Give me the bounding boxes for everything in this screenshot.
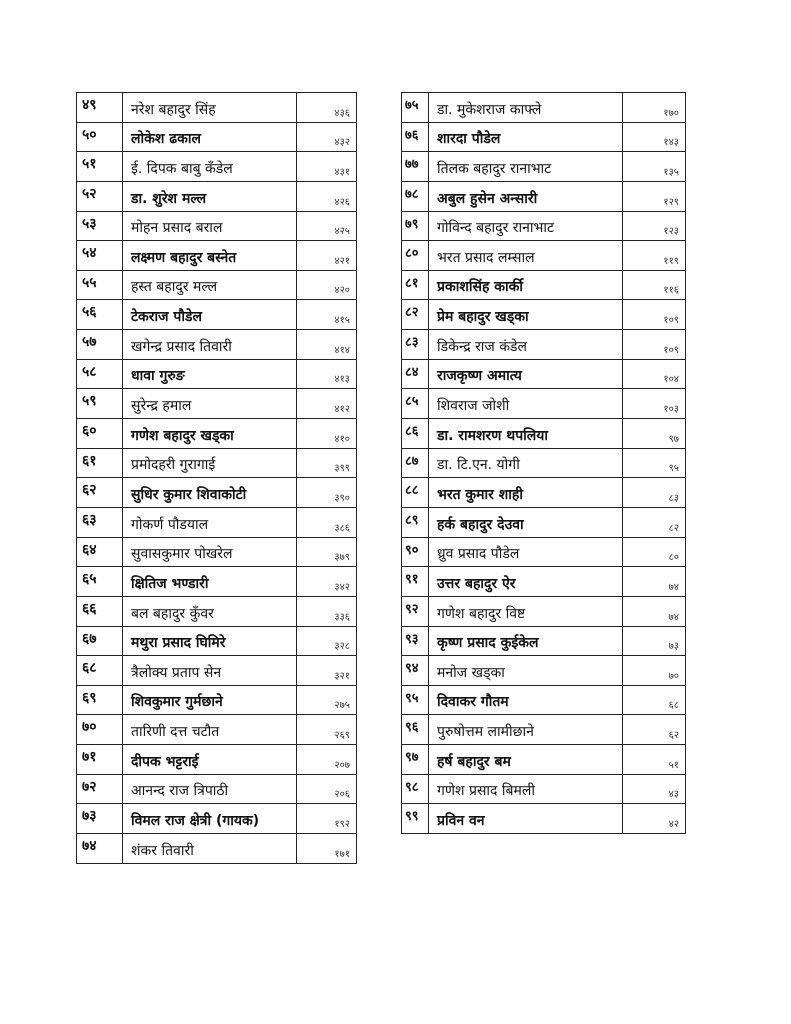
- candidate-name: लक्ष्मण बहादुर बस्नेत: [123, 241, 297, 271]
- row-number: ८१: [402, 270, 429, 300]
- row-number: ८०: [402, 241, 429, 271]
- table-row: [402, 626, 686, 656]
- vote-count: ७४: [623, 567, 686, 597]
- candidate-name: खगेन्द्र प्रसाद तिवारी: [123, 330, 297, 360]
- table-row: [402, 419, 686, 449]
- candidate-name: आनन्द राज त्रिपाठी: [123, 774, 297, 804]
- table-row: [77, 834, 357, 864]
- table-row: [402, 656, 686, 686]
- vote-count: ४१०: [297, 419, 357, 449]
- candidate-name: मथुरा प्रसाद घिमिरे: [123, 626, 297, 656]
- table-row: [402, 93, 686, 123]
- vote-count: ३९९: [297, 448, 357, 478]
- candidate-name: प्रकाशसिंह कार्की: [429, 270, 623, 300]
- candidate-name: डा. शुरेश मल्ल: [123, 181, 297, 211]
- row-number: ६६: [77, 596, 123, 626]
- vote-count: ४२०: [297, 270, 357, 300]
- row-number: ६३: [77, 507, 123, 537]
- table-row: [402, 685, 686, 715]
- table-row: [77, 596, 357, 626]
- table-row: [402, 122, 686, 152]
- row-number: ५१: [77, 152, 123, 182]
- table-row: [77, 626, 357, 656]
- candidate-name: लोकेश ढकाल: [123, 122, 297, 152]
- vote-count: ४१३: [297, 359, 357, 389]
- candidate-name: डा. मुकेशराज काफ्ले: [429, 93, 623, 123]
- candidate-name: ध्रुव प्रसाद पौडेल: [429, 537, 623, 567]
- candidate-name: भरत कुमार शाही: [429, 478, 623, 508]
- candidate-name: डिकेन्द्र राज कंडेल: [429, 330, 623, 360]
- candidate-name: प्रमोदहरी गुरागाई: [123, 448, 297, 478]
- candidate-name: शिवराज जोशी: [429, 389, 623, 419]
- table-row: [77, 300, 357, 330]
- candidate-name: गणेश प्रसाद बिमली: [429, 774, 623, 804]
- row-number: ५२: [77, 181, 123, 211]
- candidate-name: ई. दिपक बाबु कँडेल: [123, 152, 297, 182]
- candidate-name: शारदा पौडेल: [429, 122, 623, 152]
- row-number: ९८: [402, 774, 429, 804]
- row-number: ७६: [402, 122, 429, 152]
- row-number: ६८: [77, 656, 123, 686]
- candidate-name: डा. टि.एन. योगी: [429, 448, 623, 478]
- row-number: ७१: [77, 745, 123, 775]
- vote-count: ८३: [623, 478, 686, 508]
- row-number: ५८: [77, 359, 123, 389]
- results-table-right: [401, 92, 686, 834]
- table-row: [402, 715, 686, 745]
- table-row: [77, 685, 357, 715]
- row-number: ८६: [402, 419, 429, 449]
- candidate-name: गणेश बहादुर विष्ट: [429, 596, 623, 626]
- candidate-name: धावा गुरुङ: [123, 359, 297, 389]
- results-table-left-body: [77, 93, 357, 864]
- candidate-name: अबुल हुसेन अन्सारी: [429, 181, 623, 211]
- row-number: ६१: [77, 448, 123, 478]
- vote-count: ३२१: [297, 656, 357, 686]
- candidate-name: शिवकुमार गुर्मछाने: [123, 685, 297, 715]
- vote-count: ८२: [623, 507, 686, 537]
- table-row: [402, 389, 686, 419]
- table-row: [402, 152, 686, 182]
- vote-count: १९२: [297, 804, 357, 834]
- candidate-name: टेकराज पौडेल: [123, 300, 297, 330]
- table-row: [402, 330, 686, 360]
- candidate-name: दिवाकर गौतम: [429, 685, 623, 715]
- table-row: [402, 241, 686, 271]
- table-row: [77, 152, 357, 182]
- candidate-name: पुरुषोत्तम लामीछाने: [429, 715, 623, 745]
- table-row: [77, 330, 357, 360]
- vote-count: ४१४: [297, 330, 357, 360]
- table-row: [77, 804, 357, 834]
- table-row: [402, 359, 686, 389]
- table-row: [77, 419, 357, 449]
- row-number: ८४: [402, 359, 429, 389]
- table-row: [77, 478, 357, 508]
- row-number: ९७: [402, 745, 429, 775]
- row-number: ४९: [77, 93, 123, 123]
- row-number: ५०: [77, 122, 123, 152]
- table-row: [77, 656, 357, 686]
- row-number: ५७: [77, 330, 123, 360]
- row-number: ७८: [402, 181, 429, 211]
- candidate-name: गोकर्ण पौडयाल: [123, 507, 297, 537]
- row-number: ८७: [402, 448, 429, 478]
- table-row: [77, 93, 357, 123]
- table-row: [77, 270, 357, 300]
- candidate-name: प्रेम बहादुर खड्का: [429, 300, 623, 330]
- row-number: ७९: [402, 211, 429, 241]
- vote-count: १४३: [623, 122, 686, 152]
- vote-count: ४३: [623, 774, 686, 804]
- table-row: [77, 241, 357, 271]
- candidate-name: सुरेन्द्र हमाल: [123, 389, 297, 419]
- row-number: ६२: [77, 478, 123, 508]
- table-row: [402, 537, 686, 567]
- table-row: [77, 567, 357, 597]
- table-row: [402, 270, 686, 300]
- candidate-name: प्रविन वन: [429, 804, 623, 834]
- candidate-name: गोविन्द बहादुर रानाभाट: [429, 211, 623, 241]
- vote-count: ४१५: [297, 300, 357, 330]
- candidate-name: त्रैलोक्य प्रताप सेन: [123, 656, 297, 686]
- vote-count: १०९: [623, 300, 686, 330]
- row-number: ९३: [402, 626, 429, 656]
- vote-count: १७१: [297, 834, 357, 864]
- vote-count: १३५: [623, 152, 686, 182]
- row-number: ८२: [402, 300, 429, 330]
- candidate-name: तारिणी दत्त चटौत: [123, 715, 297, 745]
- vote-count: १०३: [623, 389, 686, 419]
- vote-count: ४३१: [297, 152, 357, 182]
- vote-count: ४२१: [297, 241, 357, 271]
- vote-count: ७३: [623, 626, 686, 656]
- table-row: [77, 448, 357, 478]
- row-number: ६७: [77, 626, 123, 656]
- candidate-name: डा. रामशरण थपलिया: [429, 419, 623, 449]
- vote-count: ८०: [623, 537, 686, 567]
- row-number: ९५: [402, 685, 429, 715]
- candidate-name: मोहन प्रसाद बराल: [123, 211, 297, 241]
- candidate-name: नरेश बहादुर सिंह: [123, 93, 297, 123]
- row-number: ९९: [402, 804, 429, 834]
- table-row: [77, 745, 357, 775]
- vote-count: २७५: [297, 685, 357, 715]
- row-number: ७३: [77, 804, 123, 834]
- vote-count: ९७: [623, 419, 686, 449]
- row-number: ६५: [77, 567, 123, 597]
- candidate-name: राजकृष्ण अमात्य: [429, 359, 623, 389]
- row-number: ६४: [77, 537, 123, 567]
- candidate-name: उत्तर बहादुर ऐर: [429, 567, 623, 597]
- candidate-name: तिलक बहादुर रानाभाट: [429, 152, 623, 182]
- candidate-name: बल बहादुर कुँवर: [123, 596, 297, 626]
- table-row: [402, 181, 686, 211]
- table-row: [77, 211, 357, 241]
- vote-count: ७०: [623, 656, 686, 686]
- candidate-name: भरत प्रसाद लम्साल: [429, 241, 623, 271]
- row-number: ५९: [77, 389, 123, 419]
- vote-count: १२९: [623, 181, 686, 211]
- row-number: ८९: [402, 507, 429, 537]
- results-table-right-body: [402, 93, 686, 834]
- row-number: ९०: [402, 537, 429, 567]
- candidate-name: गणेश बहादुर खड्का: [123, 419, 297, 449]
- table-row: [77, 715, 357, 745]
- vote-count: ४२: [623, 804, 686, 834]
- row-number: ७५: [402, 93, 429, 123]
- vote-count: ४३२: [297, 122, 357, 152]
- row-number: ७२: [77, 774, 123, 804]
- table-row: [77, 359, 357, 389]
- table-row: [402, 507, 686, 537]
- candidate-name: हर्क बहादुर देउवा: [429, 507, 623, 537]
- vote-count: २०७: [297, 745, 357, 775]
- table-row: [77, 507, 357, 537]
- vote-count: ५१: [623, 745, 686, 775]
- vote-count: ४२६: [297, 181, 357, 211]
- vote-count: ३७९: [297, 537, 357, 567]
- vote-count: ३३६: [297, 596, 357, 626]
- candidate-name: दीपक भट्टराई: [123, 745, 297, 775]
- row-number: ७४: [77, 834, 123, 864]
- table-row: [402, 804, 686, 834]
- results-table-left: [76, 92, 357, 864]
- table-row: [402, 478, 686, 508]
- table-row: [77, 122, 357, 152]
- vote-count: ७४: [623, 596, 686, 626]
- row-number: ७७: [402, 152, 429, 182]
- candidate-name: सुवासकुमार पोखरेल: [123, 537, 297, 567]
- row-number: ९२: [402, 596, 429, 626]
- row-number: ९४: [402, 656, 429, 686]
- candidate-name: कृष्ण प्रसाद कुईकेल: [429, 626, 623, 656]
- vote-count: ६८: [623, 685, 686, 715]
- vote-count: १०९: [623, 330, 686, 360]
- row-number: ९१: [402, 567, 429, 597]
- row-number: ७०: [77, 715, 123, 745]
- candidate-name: हर्ष बहादुर बम: [429, 745, 623, 775]
- row-number: ५६: [77, 300, 123, 330]
- vote-count: ३९०: [297, 478, 357, 508]
- candidate-name: सुधिर कुमार शिवाकोटी: [123, 478, 297, 508]
- table-row: [402, 211, 686, 241]
- vote-count: १७०: [623, 93, 686, 123]
- candidate-name: विमल राज क्षेत्री (गायक): [123, 804, 297, 834]
- row-number: ८३: [402, 330, 429, 360]
- table-row: [77, 181, 357, 211]
- vote-count: ४१२: [297, 389, 357, 419]
- table-row: [402, 774, 686, 804]
- candidate-name: मनोज खड्का: [429, 656, 623, 686]
- vote-count: ३४२: [297, 567, 357, 597]
- vote-count: २६९: [297, 715, 357, 745]
- table-row: [402, 567, 686, 597]
- row-number: ५५: [77, 270, 123, 300]
- candidate-name: हस्त बहादुर मल्ल: [123, 270, 297, 300]
- table-row: [77, 389, 357, 419]
- row-number: ५४: [77, 241, 123, 271]
- table-row: [402, 448, 686, 478]
- row-number: ९६: [402, 715, 429, 745]
- vote-count: २०६: [297, 774, 357, 804]
- vote-count: ९५: [623, 448, 686, 478]
- row-number: ६०: [77, 419, 123, 449]
- table-row: [402, 596, 686, 626]
- row-number: ८८: [402, 478, 429, 508]
- table-row: [77, 774, 357, 804]
- table-row: [402, 300, 686, 330]
- vote-count: १०४: [623, 359, 686, 389]
- vote-count: ११६: [623, 270, 686, 300]
- vote-count: ६२: [623, 715, 686, 745]
- row-number: ६९: [77, 685, 123, 715]
- candidate-name: शंकर तिवारी: [123, 834, 297, 864]
- vote-count: ३२८: [297, 626, 357, 656]
- candidate-name: क्षितिज भण्डारी: [123, 567, 297, 597]
- row-number: ८५: [402, 389, 429, 419]
- table-row: [77, 537, 357, 567]
- vote-count: ४२५: [297, 211, 357, 241]
- table-row: [402, 745, 686, 775]
- row-number: ५३: [77, 211, 123, 241]
- vote-count: ३८६: [297, 507, 357, 537]
- vote-count: १२३: [623, 211, 686, 241]
- vote-count: ४३६: [297, 93, 357, 123]
- vote-count: ११९: [623, 241, 686, 271]
